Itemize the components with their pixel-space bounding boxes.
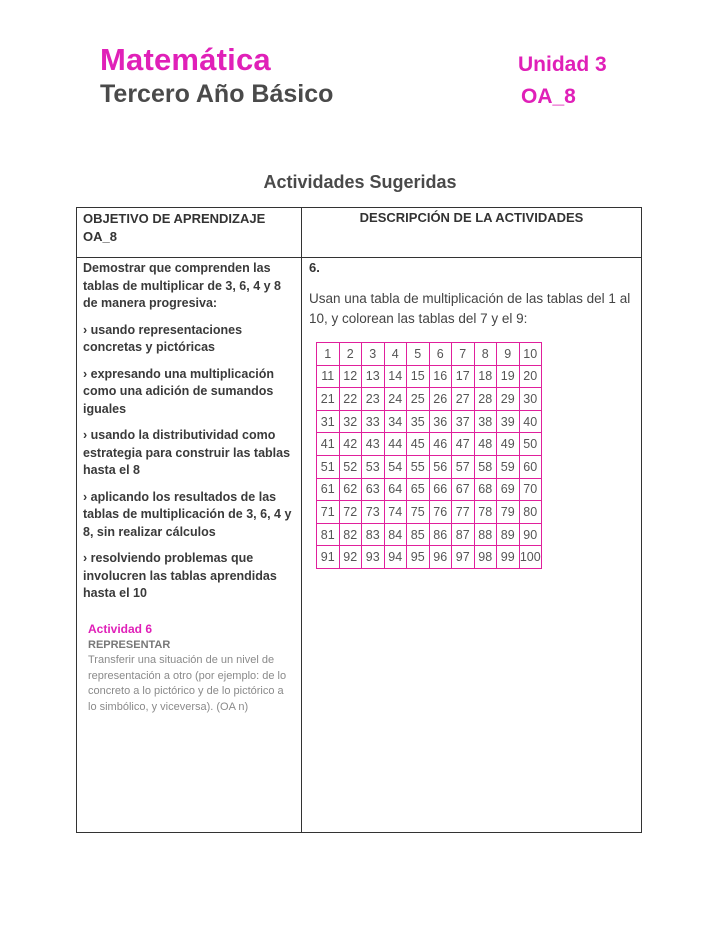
grid-cell: 99 <box>497 546 520 569</box>
grid-row <box>317 523 542 546</box>
grid-cell: 87 <box>452 523 475 546</box>
grid-cell: 67 <box>452 478 475 501</box>
grid-row <box>317 410 542 433</box>
grid-cell: 17 <box>452 365 475 388</box>
grid-cell: 90 <box>519 523 542 546</box>
grid-cell: 18 <box>474 365 497 388</box>
grid-cell: 74 <box>384 501 407 524</box>
grid-cell: 13 <box>362 365 385 388</box>
grid-cell: 20 <box>519 365 542 388</box>
grid-cell: 57 <box>452 455 475 478</box>
grid-cell: 48 <box>474 433 497 456</box>
grid-cell: 78 <box>474 501 497 524</box>
grid-cell: 86 <box>429 523 452 546</box>
grid-cell: 43 <box>362 433 385 456</box>
grid-cell: 69 <box>497 478 520 501</box>
grid-cell: 11 <box>317 365 340 388</box>
grid-cell: 58 <box>474 455 497 478</box>
grid-cell: 65 <box>407 478 430 501</box>
grid-cell: 83 <box>362 523 385 546</box>
grid-cell: 46 <box>429 433 452 456</box>
grid-cell: 64 <box>384 478 407 501</box>
grid-cell: 73 <box>362 501 385 524</box>
activity-box <box>88 622 288 715</box>
grid-cell: 49 <box>497 433 520 456</box>
grid-cell: 100 <box>519 546 542 569</box>
grid-cell: 6 <box>429 343 452 366</box>
grid-cell: 84 <box>384 523 407 546</box>
grid-cell: 75 <box>407 501 430 524</box>
activity-description: Usan una tabla de multiplicación de las tablas del 1 al 10, y colorean las tablas del 7 y el 9: <box>309 291 631 326</box>
oa-label: OA_8 <box>521 85 576 108</box>
objective-item: › resolviendo problemas que involucren las tablas aprendidas hasta el 10 <box>83 551 277 600</box>
grid-cell: 45 <box>407 433 430 456</box>
grid-cell: 25 <box>407 388 430 411</box>
grid-row <box>317 501 542 524</box>
grid-cell: 92 <box>339 546 362 569</box>
objective-item: › expresando una multiplicación como una adición de sumandos iguales <box>83 366 275 416</box>
grid-cell: 37 <box>452 410 475 433</box>
grid-cell: 15 <box>407 365 430 388</box>
grid-cell: 23 <box>362 388 385 411</box>
section-title: Actividades Sugeridas <box>263 172 457 192</box>
grade-title: Tercero Año Básico <box>100 80 334 108</box>
grid-cell: 95 <box>407 546 430 569</box>
grid-cell: 61 <box>317 478 340 501</box>
grid-cell: 4 <box>384 343 407 366</box>
activity-box-title: Actividad 6 <box>88 622 153 636</box>
header-row-divider <box>77 257 641 258</box>
objective-cell <box>83 260 297 612</box>
objective-column-header: OBJETIVO DE APRENDIZAJE OA_8 <box>83 211 266 244</box>
grid-cell: 41 <box>317 433 340 456</box>
grid-cell: 54 <box>384 455 407 478</box>
grid-cell: 62 <box>339 478 362 501</box>
grid-cell: 42 <box>339 433 362 456</box>
grid-cell: 2 <box>339 343 362 366</box>
unit-label: Unidad 3 <box>518 53 607 76</box>
grid-cell: 24 <box>384 388 407 411</box>
grid-cell: 97 <box>452 546 475 569</box>
grid-cell: 89 <box>497 523 520 546</box>
grid-cell: 52 <box>339 455 362 478</box>
objective-item: › usando la distributividad como estrategia para construir las tablas hasta el 8 <box>83 428 291 477</box>
grid-cell: 40 <box>519 410 542 433</box>
objective-item: › aplicando los resultados de las tablas de multiplicación de 3, 6, 4 y 8, sin realizar cálculos <box>83 489 292 539</box>
grid-cell: 44 <box>384 433 407 456</box>
grid-cell: 29 <box>497 388 520 411</box>
grid-row <box>317 478 542 501</box>
grid-cell: 7 <box>452 343 475 366</box>
grid-cell: 12 <box>339 365 362 388</box>
grid-row <box>317 365 542 388</box>
grid-cell: 98 <box>474 546 497 569</box>
grid-cell: 28 <box>474 388 497 411</box>
grid-cell: 93 <box>362 546 385 569</box>
grid-cell: 16 <box>429 365 452 388</box>
hundred-grid <box>316 342 542 569</box>
grid-cell: 22 <box>339 388 362 411</box>
grid-cell: 3 <box>362 343 385 366</box>
grid-cell: 88 <box>474 523 497 546</box>
grid-cell: 76 <box>429 501 452 524</box>
grid-cell: 91 <box>317 546 340 569</box>
grid-row <box>317 546 542 569</box>
objective-intro: Demostrar que comprenden las tablas de multiplicar de 3, 6, 4 y 8 de manera progresiva: <box>83 261 281 310</box>
grid-cell: 19 <box>497 365 520 388</box>
grid-cell: 79 <box>497 501 520 524</box>
grid-cell: 35 <box>407 410 430 433</box>
grid-cell: 71 <box>317 501 340 524</box>
grid-cell: 51 <box>317 455 340 478</box>
grid-cell: 31 <box>317 410 340 433</box>
grid-cell: 94 <box>384 546 407 569</box>
grid-cell: 77 <box>452 501 475 524</box>
grid-cell: 1 <box>317 343 340 366</box>
grid-cell: 36 <box>429 410 452 433</box>
grid-cell: 47 <box>452 433 475 456</box>
grid-cell: 56 <box>429 455 452 478</box>
activity-box-kind: REPRESENTAR <box>88 638 171 651</box>
grid-cell: 5 <box>407 343 430 366</box>
grid-row <box>317 433 542 456</box>
grid-cell: 68 <box>474 478 497 501</box>
grid-cell: 8 <box>474 343 497 366</box>
grid-cell: 66 <box>429 478 452 501</box>
grid-cell: 27 <box>452 388 475 411</box>
grid-cell: 39 <box>497 410 520 433</box>
grid-cell: 81 <box>317 523 340 546</box>
grid-cell: 80 <box>519 501 542 524</box>
activities-table <box>76 207 642 833</box>
grid-cell: 10 <box>519 343 542 366</box>
grid-cell: 72 <box>339 501 362 524</box>
grid-cell: 55 <box>407 455 430 478</box>
description-column-header: DESCRIPCIÓN DE LA ACTIVIDADES <box>359 210 584 225</box>
grid-cell: 96 <box>429 546 452 569</box>
grid-cell: 34 <box>384 410 407 433</box>
grid-row <box>317 388 542 411</box>
grid-cell: 82 <box>339 523 362 546</box>
activity-box-text: Transferir una situación de un nivel de representación a otro (por ejemplo: de lo concreto a lo pictórico y de lo pictórico a lo simbólico, y viceversa). (OA n) <box>88 654 287 713</box>
grid-row <box>317 455 542 478</box>
column-divider <box>301 208 302 832</box>
grid-cell: 14 <box>384 365 407 388</box>
activity-number: 6. <box>309 260 320 275</box>
subject-title: Matemática <box>100 42 271 77</box>
grid-cell: 38 <box>474 410 497 433</box>
grid-cell: 9 <box>497 343 520 366</box>
grid-cell: 70 <box>519 478 542 501</box>
grid-cell: 33 <box>362 410 385 433</box>
grid-cell: 21 <box>317 388 340 411</box>
grid-cell: 85 <box>407 523 430 546</box>
grid-cell: 60 <box>519 455 542 478</box>
objective-item: › usando representaciones concretas y pictóricas <box>83 322 243 354</box>
grid-cell: 63 <box>362 478 385 501</box>
grid-cell: 30 <box>519 388 542 411</box>
grid-cell: 59 <box>497 455 520 478</box>
grid-cell: 50 <box>519 433 542 456</box>
grid-cell: 32 <box>339 410 362 433</box>
grid-cell: 26 <box>429 388 452 411</box>
grid-cell: 53 <box>362 455 385 478</box>
grid-row <box>317 343 542 366</box>
